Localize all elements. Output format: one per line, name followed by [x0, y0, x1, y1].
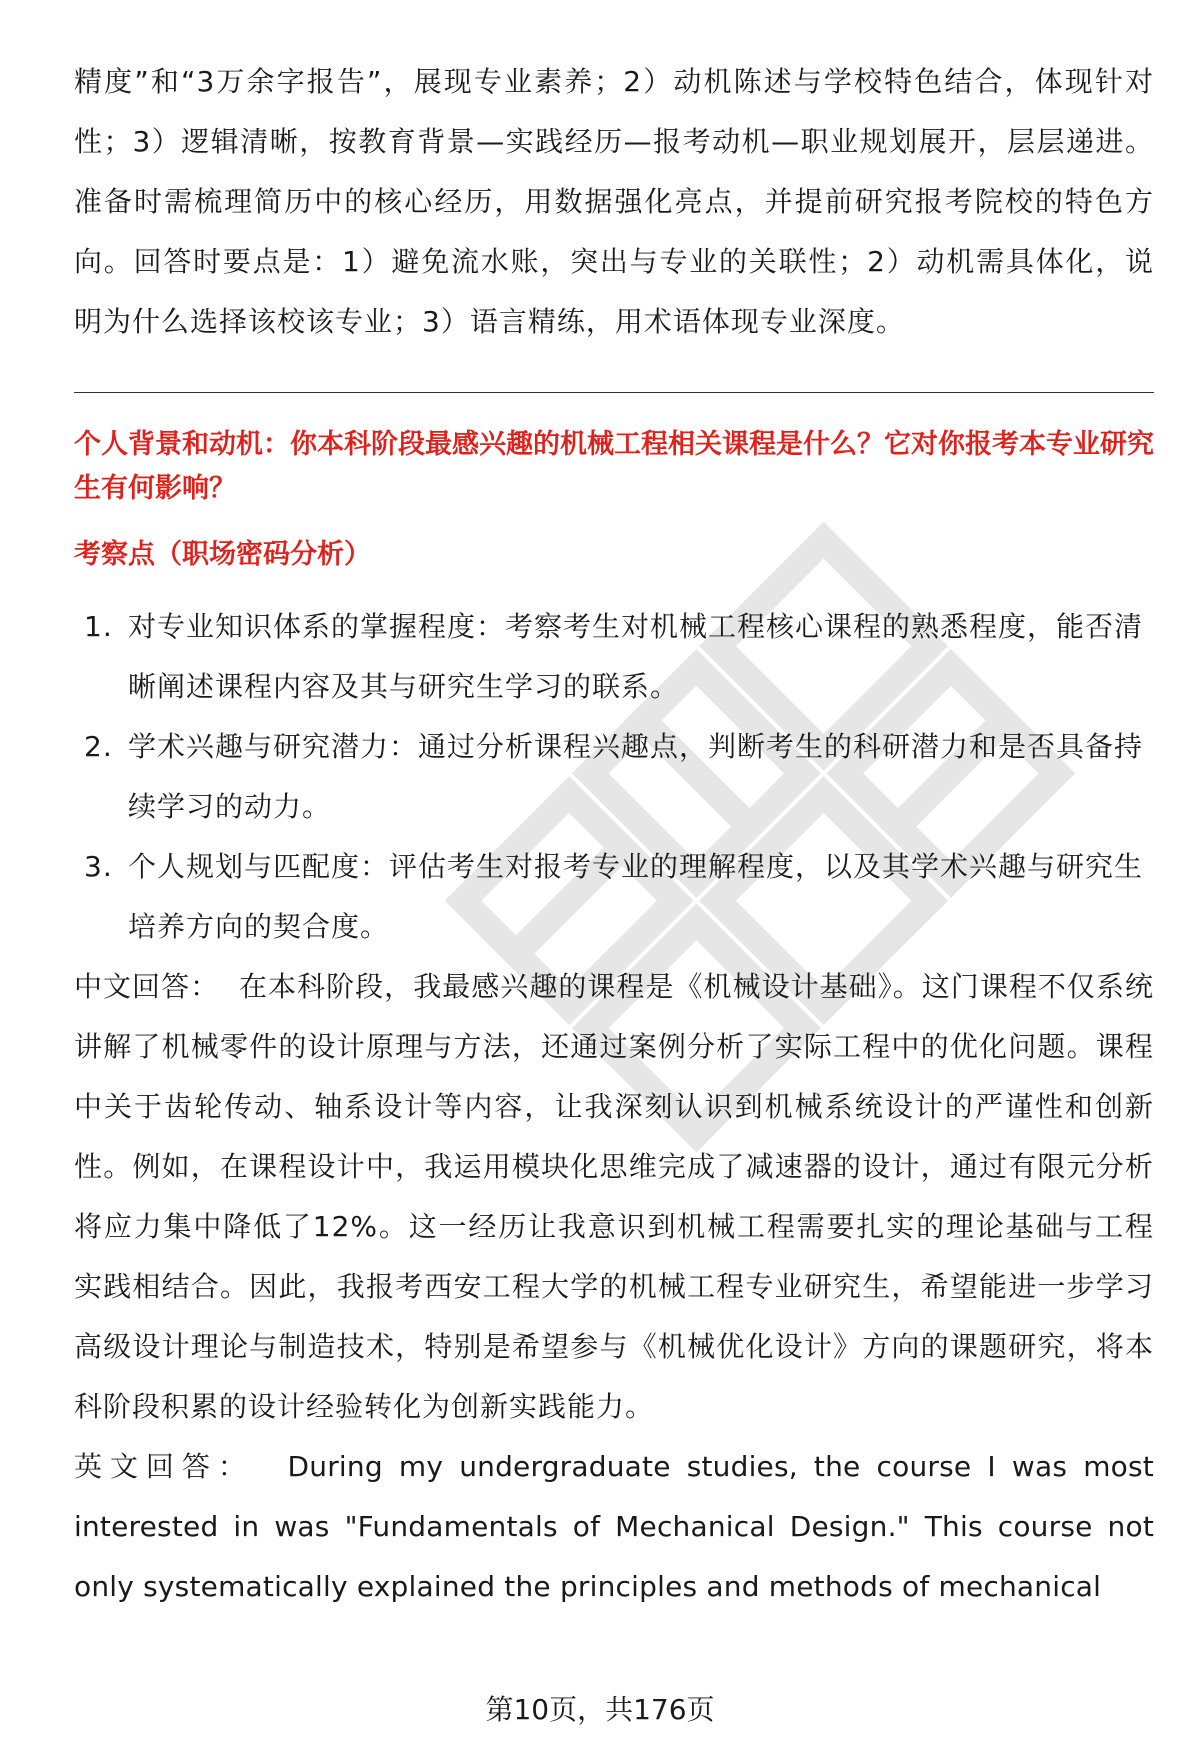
- page-footer: 第10页，共176页: [485, 1693, 715, 1726]
- chinese-answer: [74, 957, 1154, 1437]
- english-answer-label: 英文回答：: [74, 1450, 254, 1483]
- content: [74, 52, 1154, 1617]
- list-item: [74, 717, 1154, 837]
- chinese-answer-label: 中文回答：: [74, 970, 220, 1003]
- section-divider: [74, 392, 1154, 393]
- chinese-answer-text: 在本科阶段，我最感兴趣的课程是《机械设计基础》。这门课程不仅系统讲解了机械零件的设计原理与方法，还通过案例分析了实际工程中的优化问题。课程中关于齿轮传动、轴系设计等内容，让我深刻认识到机械系统设计的严谨性和创新性。例如，在课程设计中，我运用模块化思维完成了减速器的设计，通过有限元分析将应力集中降低了12%。这一经历让我意识到机械工程需要扎实的理论基础与工程实践相结合。因此，我报考西安工程大学的机械工程专业研究生，希望能进一步学习高级设计理论与制造技术，特别是希望参与《机械优化设计》方向的课题研究，将本科阶段积累的设计经验转化为创新实践能力。: [74, 970, 1154, 1423]
- list-item-text: 学术兴趣与研究潜力：通过分析课程兴趣点，判断考生的科研潜力和是否具备持续学习的动力。: [128, 730, 1144, 823]
- list-number: 1.: [84, 610, 113, 643]
- list-number: 3.: [84, 850, 113, 883]
- question-title: 个人背景和动机：你本科阶段最感兴趣的机械工程相关课程是什么？它对你报考本专业研究生有何影响？: [74, 429, 1154, 504]
- english-answer: [74, 1437, 1154, 1617]
- exam-points-list: [74, 597, 1154, 957]
- list-item-text: 对专业知识体系的掌握程度：考察考生对机械工程核心课程的熟悉程度，能否清晰阐述课程内容及其与研究生学习的联系。: [128, 610, 1144, 703]
- list-item: [74, 837, 1154, 957]
- list-item-text: 个人规划与匹配度：评估考生对报考专业的理解程度，以及其学术兴趣与研究生培养方向的契合度。: [128, 850, 1144, 943]
- english-answer-text: During my undergraduate studies, the course I was most interested in was "Fundamentals of Mechanical Design." This course not only systematically explained the principles and methods of mechanical: [74, 1450, 1154, 1603]
- list-number: 2.: [84, 730, 113, 763]
- exam-points-heading: 考察点（职场密码分析）: [74, 539, 371, 570]
- list-item: [74, 597, 1154, 717]
- intro-paragraph: 精度”和“3万余字报告”，展现专业素养；2）动机陈述与学校特色结合，体现针对性；3）逻辑清晰，按教育背景—实践经历—报考动机—职业规划展开，层层递进。准备时需梳理简历中的核心经历，用数据强化亮点，并提前研究报考院校的特色方向。回答时要点是：1）避免流水账，突出与专业的关联性；2）动机需具体化，说明为什么选择该校该专业；3）语言精练，用术语体现专业深度。: [74, 65, 1154, 338]
